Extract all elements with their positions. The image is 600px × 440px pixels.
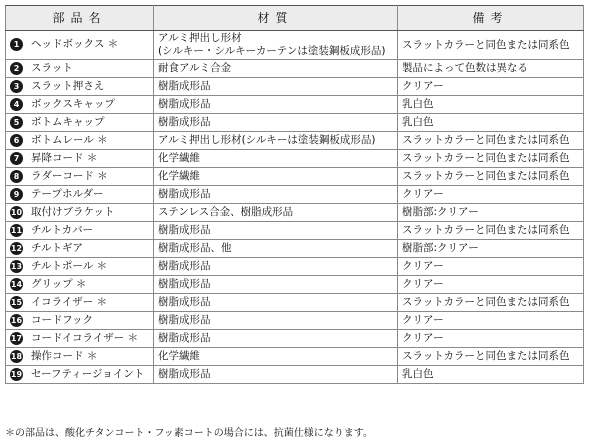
part-number-badge: 2 (10, 62, 23, 75)
note-cell: スラットカラーと同色または同系色 (398, 168, 584, 186)
material-text: 樹脂成形品 (158, 332, 211, 345)
table-row (6, 240, 584, 258)
part-number-badge: 11 (10, 225, 23, 235)
part-number-badge: 4 (10, 98, 23, 111)
part-name: イコライザー ＊ (31, 296, 108, 309)
note-cell: 樹脂部:クリアー (398, 204, 584, 222)
table-row (6, 150, 584, 168)
table-header-row (6, 6, 584, 31)
part-number-badge: 8 (10, 170, 23, 183)
material-text: 耐食アルミ合金 (158, 62, 232, 75)
part-name-cell (6, 150, 154, 168)
part-name-cell (6, 222, 154, 240)
material-cell (154, 168, 398, 186)
material-text: アルミ押出し形材 (158, 32, 242, 45)
material-text: 化学繊維 (158, 170, 200, 183)
part-name-cell (6, 294, 154, 312)
part-name: ボトムキャップ (31, 116, 105, 129)
material-text: 樹脂成形品 (158, 314, 211, 327)
part-name: スラット押さえ (31, 80, 105, 93)
parts-table (5, 5, 584, 384)
table-row (6, 60, 584, 78)
part-name-cell (6, 348, 154, 366)
part-number-badge: 18 (10, 351, 23, 361)
part-name-cell (6, 60, 154, 78)
part-number-badge: 10 (10, 207, 23, 217)
part-name: チルトギア (31, 242, 83, 255)
table-row (6, 132, 584, 150)
part-number-badge: 16 (10, 315, 23, 325)
part-number-badge: 17 (10, 333, 23, 343)
part-name: ラダーコード ＊ (31, 170, 108, 183)
part-name-cell (6, 258, 154, 276)
part-name: 操作コード ＊ (31, 350, 98, 363)
material-cell (154, 276, 398, 294)
material-cell (154, 96, 398, 114)
table-row (6, 366, 584, 384)
material-cell (154, 150, 398, 168)
material-cell (154, 330, 398, 348)
part-name-cell (6, 168, 154, 186)
material-text: 樹脂成形品 (158, 296, 211, 309)
part-number-badge: 19 (10, 369, 23, 379)
table-row (6, 330, 584, 348)
note-cell: スラットカラーと同色または同系色 (398, 150, 584, 168)
part-name: グリップ ＊ (31, 278, 87, 291)
table-row (6, 186, 584, 204)
material-text: 樹脂成形品 (158, 116, 211, 129)
material-text: ステンレス合金、樹脂成形品 (158, 206, 294, 219)
part-number-badge: 3 (10, 80, 23, 93)
material-cell (154, 114, 398, 132)
material-cell (154, 31, 398, 60)
material-cell (154, 222, 398, 240)
material-text: 樹脂成形品 (158, 188, 211, 201)
note-cell: スラットカラーと同色または同系色 (398, 31, 584, 60)
table-row (6, 114, 584, 132)
material-text: 樹脂成形品 (158, 80, 211, 93)
footnote: ＊の部品は、酸化チタンコート・フッ素コートの場合には、抗菌仕様になります。 (5, 428, 373, 439)
part-name: 取付けブラケット (31, 206, 115, 219)
part-name: セーフティージョイント (31, 368, 145, 381)
part-name-cell (6, 31, 154, 60)
header-part-name: 部品名 (6, 6, 154, 31)
part-number-badge: 13 (10, 261, 23, 271)
part-name-cell (6, 96, 154, 114)
material-text: 樹脂成形品 (158, 278, 211, 291)
material-text: アルミ押出し形材(シルキーは塗装鋼板成形品) (158, 134, 376, 147)
part-number-badge: 1 (10, 38, 23, 51)
table-row (6, 276, 584, 294)
material-subtext: (シルキー・シルキーカーテンは塗装鋼板成形品) (158, 45, 386, 57)
part-name-cell (6, 240, 154, 258)
note-cell: 樹脂部:クリアー (398, 240, 584, 258)
table-row (6, 168, 584, 186)
part-name: チルトポール ＊ (31, 260, 108, 273)
part-name: テープホルダー (31, 188, 104, 201)
part-name-cell (6, 186, 154, 204)
table-row (6, 96, 584, 114)
part-number-badge: 14 (10, 279, 23, 289)
header-material: 材質 (154, 6, 398, 31)
material-text: 樹脂成形品 (158, 98, 211, 111)
part-name: ヘッドボックス ＊ (31, 38, 119, 51)
material-cell (154, 312, 398, 330)
note-cell: クリアー (398, 258, 584, 276)
table-row (6, 78, 584, 96)
part-name-cell (6, 132, 154, 150)
part-name-cell (6, 114, 154, 132)
part-name-cell (6, 78, 154, 96)
table-row (6, 31, 584, 60)
part-number-badge: 15 (10, 297, 23, 307)
material-cell (154, 348, 398, 366)
material-cell (154, 204, 398, 222)
header-note: 備考 (398, 6, 584, 31)
material-text: 樹脂成形品、他 (158, 242, 232, 255)
note-cell: クリアー (398, 330, 584, 348)
table-row (6, 348, 584, 366)
material-text: 化学繊維 (158, 350, 200, 363)
part-name: チルトカバー (31, 224, 94, 237)
part-name: ボックスキャップ (31, 98, 115, 111)
table-row (6, 204, 584, 222)
note-cell: クリアー (398, 78, 584, 96)
part-name-cell (6, 276, 154, 294)
material-cell (154, 294, 398, 312)
note-cell: 乳白色 (398, 96, 584, 114)
note-cell: 乳白色 (398, 114, 584, 132)
table-row (6, 258, 584, 276)
part-number-badge: 7 (10, 152, 23, 165)
part-name-cell (6, 312, 154, 330)
note-cell: 製品によって色数は異なる (398, 60, 584, 78)
material-cell (154, 60, 398, 78)
part-number-badge: 9 (10, 188, 23, 201)
material-cell (154, 366, 398, 384)
part-name-cell (6, 330, 154, 348)
table-body (6, 31, 584, 384)
material-cell (154, 186, 398, 204)
part-name: コードフック (31, 314, 93, 327)
part-name: 昇降コード ＊ (31, 152, 98, 165)
part-name-cell (6, 366, 154, 384)
part-name: スラット (31, 62, 73, 75)
note-cell: クリアー (398, 312, 584, 330)
table-row (6, 222, 584, 240)
part-number-badge: 12 (10, 243, 23, 253)
material-cell (154, 240, 398, 258)
part-name: ボトムレール ＊ (31, 134, 108, 147)
material-text: 樹脂成形品 (158, 368, 211, 381)
material-text: 樹脂成形品 (158, 224, 211, 237)
note-cell: スラットカラーと同色または同系色 (398, 294, 584, 312)
material-cell (154, 132, 398, 150)
material-text: 化学繊維 (158, 152, 200, 165)
material-cell (154, 78, 398, 96)
material-text: 樹脂成形品 (158, 260, 211, 273)
note-cell: スラットカラーと同色または同系色 (398, 348, 584, 366)
note-cell: クリアー (398, 186, 584, 204)
part-number-badge: 5 (10, 116, 23, 129)
material-cell (154, 258, 398, 276)
note-cell: スラットカラーと同色または同系色 (398, 132, 584, 150)
part-name-cell (6, 204, 154, 222)
note-cell: クリアー (398, 276, 584, 294)
part-name: コードイコライザー ＊ (31, 332, 139, 345)
note-cell: スラットカラーと同色または同系色 (398, 222, 584, 240)
table-row (6, 294, 584, 312)
part-number-badge: 6 (10, 134, 23, 147)
table-row (6, 312, 584, 330)
note-cell: 乳白色 (398, 366, 584, 384)
